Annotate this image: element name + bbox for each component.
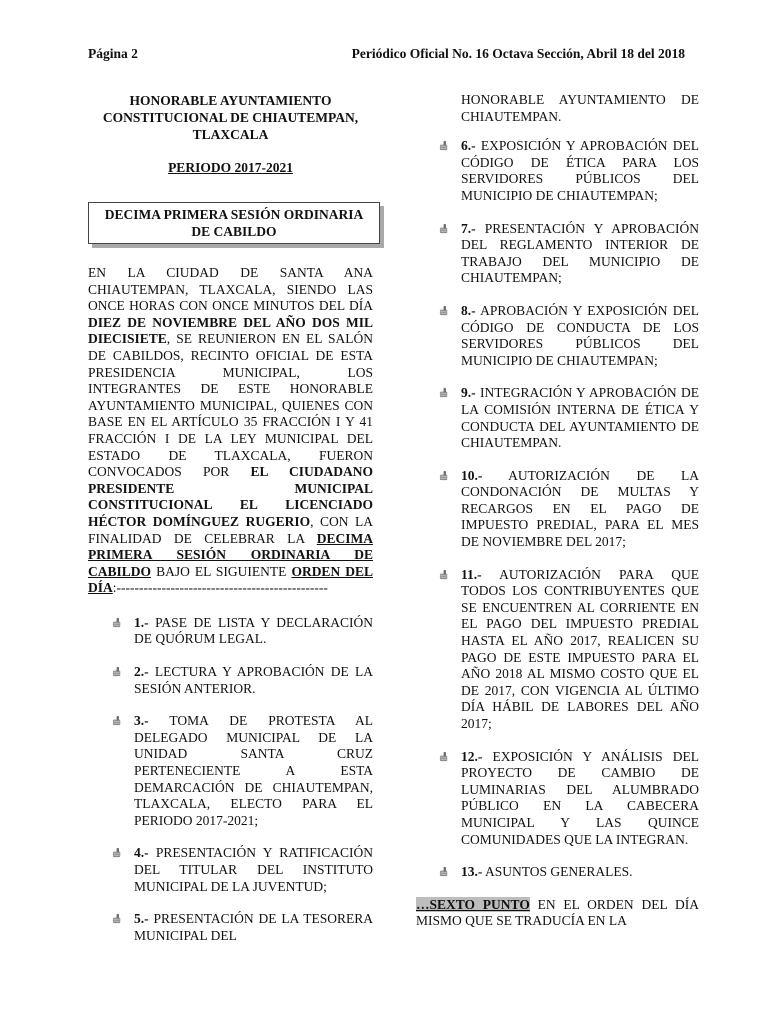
item-number: 6.- <box>461 138 476 154</box>
session-title-box <box>88 202 380 244</box>
item-number: 8.- <box>461 302 476 318</box>
agenda-item <box>88 845 373 895</box>
item-text: EXPOSICIÓN Y APROBACIÓN DEL CÓDIGO DE ÉTICA PARA LOS SERVIDORES PÚBLICOS DEL MUNICIPIO DE CHIAUTEMPAN; <box>461 138 699 203</box>
pointing-hand-icon <box>112 715 123 726</box>
text-run: , CON LA FINALIDAD DE CELEBRAR LA <box>88 513 373 546</box>
right-column <box>416 92 699 930</box>
item-number: 1.- <box>134 614 149 630</box>
pointing-hand-icon <box>112 847 123 858</box>
title-line: CONSTITUCIONAL DE CHIAUTEMPAN, <box>102 110 359 125</box>
session-title-line: DECIMA PRIMERA SESIÓN ORDINARIA <box>104 207 364 222</box>
item-text: ASUNTOS GENERALES. <box>482 864 633 880</box>
agenda-item <box>88 911 373 944</box>
pointing-hand-icon <box>439 387 450 398</box>
pointing-hand-icon <box>439 569 450 580</box>
order-of-day: ORDEN DEL DÍA <box>88 563 373 596</box>
page-number: Página 2 <box>88 46 138 61</box>
title-line: TLAXCALA <box>192 127 269 142</box>
item-text: PRESENTACIÓN Y RATIFICACIÓN DEL TITULAR DEL INSTITUTO MUNICIPAL DE LA JUVENTUD; <box>134 845 373 894</box>
agenda-item <box>416 864 699 881</box>
pointing-hand-icon <box>439 866 450 877</box>
item-number: 7.- <box>461 220 476 236</box>
item-text: PRESENTACIÓN DE LA TESORERA MUNICIPAL DEL <box>134 911 373 943</box>
pointing-hand-icon <box>439 140 450 151</box>
item-text: INTEGRACIÓN Y APROBACIÓN DE LA COMISIÓN INTERNA DE ÉTICA Y CONDUCTA DEL AYUNTAMIENTO DE CHIAUTEMPAN. <box>461 385 699 451</box>
sexto-punto-label: …SEXTO PUNTO <box>416 896 530 912</box>
item-number: 9.- <box>461 385 476 401</box>
agenda-item <box>416 138 699 204</box>
item-number: 5.- <box>134 911 149 927</box>
agenda-item <box>416 749 699 849</box>
pointing-hand-icon <box>439 751 450 762</box>
text-run: EN LA CIUDAD DE SANTA ANA CHIAUTEMPAN, TLAXCALA, SIENDO LAS ONCE HORAS CON ONCE MINUTOS DEL DÍA <box>88 265 373 314</box>
item-text: APROBACIÓN Y EXPOSICIÓN DEL CÓDIGO DE CONDUCTA DE LOS SERVIDORES PÚBLICOS DEL MUNICIPIO DE CHIAUTEMPAN; <box>461 302 699 368</box>
item-number: 4.- <box>134 845 149 861</box>
period-heading: PERIODO 2017-2021 <box>168 160 293 175</box>
agenda-item-continuation: HONORABLE AYUNTAMIENTO DE CHIAUTEMPAN. <box>461 92 699 124</box>
agenda-item <box>416 303 699 369</box>
date-text: DIEZ DE NOVIEMBRE DEL AÑO DOS MIL DIECISIETE <box>88 314 373 347</box>
item-text: TOMA DE PROTESTA AL DELEGADO MUNICIPAL DE LA UNIDAD SANTA CRUZ PERTENECIENTE A ESTA DEMARCACIÓN DE CHIAUTEMPAN, TLAXCALA, ELECTO PARA EL PERIODO 2017-2021; <box>134 713 373 828</box>
pointing-hand-icon <box>112 913 123 924</box>
title-line: HONORABLE AYUNTAMIENTO <box>129 93 332 108</box>
publication-info: Periódico Oficial No. 16 Octava Sección, Abril 18 del 2018 <box>351 46 685 61</box>
item-number: 10.- <box>461 467 483 483</box>
text-run: EN EL ORDEN DEL DÍA MISMO QUE SE TRADUCÍA EN LA <box>416 896 699 929</box>
pointing-hand-icon <box>112 617 123 628</box>
agenda-item <box>416 221 699 287</box>
item-number: 12.- <box>461 748 483 764</box>
document-title <box>88 92 373 143</box>
agenda-item <box>88 615 373 648</box>
session-name: DECIMA PRIMERA SESIÓN ORDINARIA DE CABILDO <box>88 530 373 579</box>
text-run: :----------------------------------------------- <box>112 580 328 596</box>
item-text: EXPOSICIÓN Y ANÁLISIS DEL PROYECTO DE CAMBIO DE LUMINARIAS DEL ALUMBRADO PÚBLICO EN LA CABECERA MUNICIPAL Y LAS QUINCE COMUNIDADES QUE LA INTEGRAN. <box>461 748 699 847</box>
item-text: PASE DE LISTA Y DECLARACIÓN DE QUÓRUM LEGAL. <box>134 614 373 647</box>
item-number: 13.- <box>461 864 483 880</box>
item-number: 2.- <box>134 664 149 680</box>
item-text: AUTORIZACIÓN DE LA CONDONACIÓN DE MULTAS Y RECARGOS EN EL PAGO DE IMPUESTO PREDIAL, PARA EL MES DE NOVIEMBRE DEL 2017; <box>461 467 699 550</box>
page-header <box>88 46 685 66</box>
item-number: 11.- <box>461 566 482 582</box>
text-run: BAJO EL SIGUIENTE <box>151 563 292 579</box>
president-name: EL CIUDADANO PRESIDENTE MUNICIPAL CONSTITUCIONAL EL LICENCIADO HÉCTOR DOMÍNGUEZ RUGERIO <box>88 464 373 529</box>
text-run: , SE REUNIERON EN EL SALÓN DE CABILDOS, RECINTO OFICIAL DE ESTA PRESIDENCIA MUNICIPAL, LOS INTEGRANTES DE ESTE HONORABLE AYUNTAMIENTO MUNICIPAL, QUIENES CON BASE EN EL ARTÍCULO 35 FRACCIÓN I Y 41 FRACCIÓN I DE LA LEY MUNICIPAL DEL ESTADO DE TLAXCALA, FUERON CONVOCADOS POR <box>88 331 373 480</box>
pointing-hand-icon <box>439 305 450 316</box>
pointing-hand-icon <box>439 223 450 234</box>
item-text: PRESENTACIÓN Y APROBACIÓN DEL REGLAMENTO INTERIOR DE TRABAJO DEL MUNICIPIO DE CHIAUTEMPAN; <box>461 220 699 286</box>
left-column <box>88 92 373 960</box>
agenda-item <box>416 385 699 451</box>
item-text: LECTURA Y APROBACIÓN DE LA SESIÓN ANTERIOR. <box>134 664 373 696</box>
pointing-hand-icon <box>439 470 450 481</box>
item-number: 3.- <box>134 713 149 729</box>
agenda-item <box>88 713 373 829</box>
agenda-item <box>416 468 699 551</box>
session-title-line: DE CABILDO <box>191 224 277 239</box>
agenda-item <box>88 664 373 697</box>
item-text: AUTORIZACIÓN PARA QUE TODOS LOS CONTRIBUYENTES QUE SE ENCUENTREN AL CORRIENTE EN EL PAGO DEL IMPUESTO PREDIAL HASTA EL AÑO 2017, REALICEN SU PAGO DE ESTE IMPUESTO PARA EL AÑO 2018 AL MISMO COSTO QUE EL DE 2017, CON VIGENCIA AL ÚLTIMO DÍA HÁBIL DE LABORES DEL AÑO 2017; <box>461 566 699 731</box>
intro-paragraph <box>88 265 373 597</box>
agenda-item <box>416 567 699 733</box>
sexto-punto-paragraph <box>416 897 699 930</box>
pointing-hand-icon <box>112 666 123 677</box>
agenda-list-continued <box>416 138 699 881</box>
agenda-list <box>88 615 373 945</box>
